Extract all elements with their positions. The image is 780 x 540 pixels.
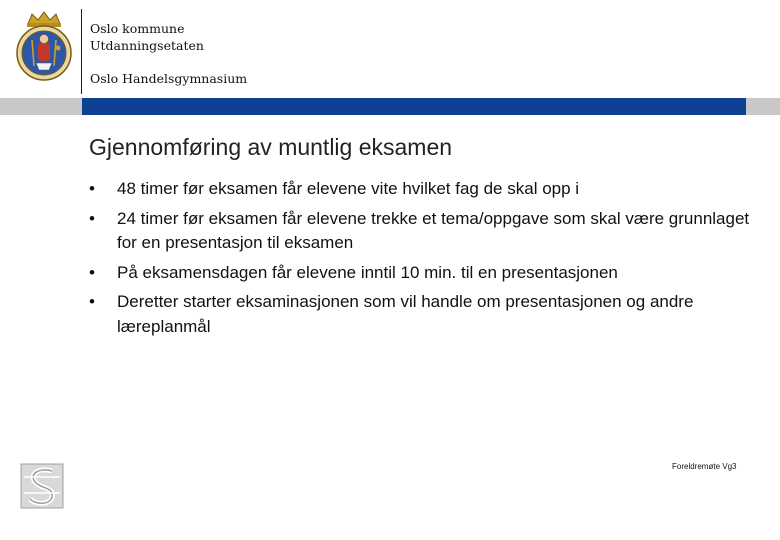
bullet-item	[89, 207, 759, 256]
bullet-text: På eksamensdagen får elevene inntil 10 min. til en presentasjonen	[117, 262, 618, 282]
bullet-icon: •	[89, 262, 95, 282]
bullet-list	[89, 177, 759, 344]
oslo-logo-watermark-icon	[20, 463, 64, 509]
bullet-text: Deretter starter eksaminasjonen som vil handle om presentasjonen og andre læreplanmål	[117, 292, 694, 336]
oslo-coat-of-arms-icon	[14, 10, 74, 82]
bullet-text: 24 timer før eksamen får elevene trekke et tema/oppgave som skal være grunnlaget for en presentasjon til eksamen	[117, 208, 750, 252]
header-divider	[81, 9, 82, 94]
bullet-item	[89, 261, 759, 286]
footer-text: Foreldremøte Vg3	[672, 462, 737, 471]
org-department: Utdanningsetaten	[90, 38, 204, 53]
bullet-item	[89, 290, 759, 339]
bullet-icon: •	[89, 179, 95, 198]
header-bar-left	[0, 98, 82, 115]
header-bar-right	[746, 98, 780, 115]
org-name: Oslo kommune	[90, 21, 185, 36]
header-accent-bar	[82, 98, 746, 115]
school-name: Oslo Handelsgymnasium	[90, 71, 248, 86]
bullet-item	[89, 177, 759, 202]
slide-title: Gjennomføring av muntlig eksamen	[89, 134, 453, 160]
bullet-text: 48 timer før eksamen får elevene vite hvilket fag de skal opp i	[117, 179, 580, 198]
bullet-icon: •	[89, 292, 95, 311]
bullet-icon: •	[89, 208, 95, 228]
